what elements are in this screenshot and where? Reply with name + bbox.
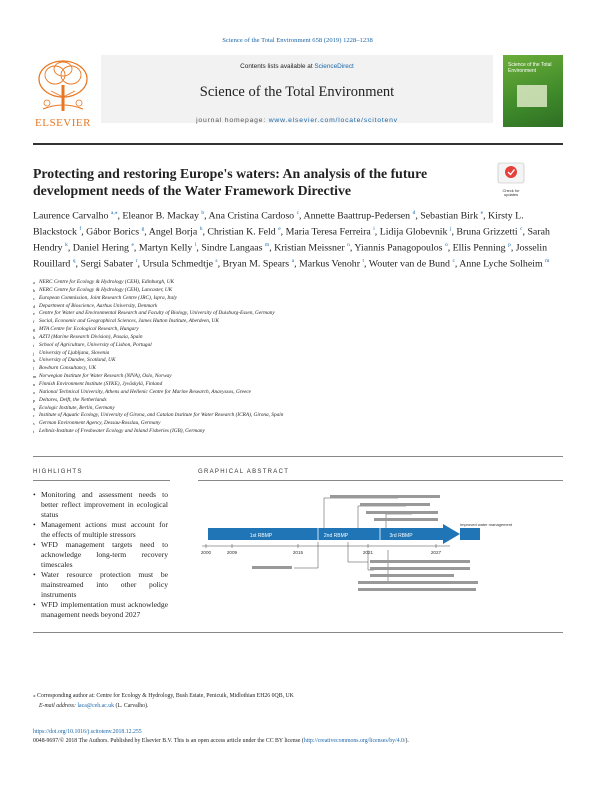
author-name[interactable]: Sarah Hendry xyxy=(33,226,550,254)
author-name[interactable]: Lidija Globevnik xyxy=(379,226,448,238)
affiliation-text: Department of Bioscience, Aarhus University, Denmark xyxy=(39,302,158,309)
publisher-name: ELSEVIER xyxy=(35,117,91,129)
affiliation-mark: e xyxy=(33,311,35,317)
affiliation-mark: i xyxy=(33,342,35,348)
highlights-list xyxy=(33,490,168,620)
affiliation-text: Social, Economic and Geographical Sciences, James Hutton Institute, Aberdeen, UK xyxy=(39,318,219,325)
affiliation-mark: o xyxy=(33,389,36,395)
author-name[interactable]: Bryan M. Spears xyxy=(222,258,290,270)
corresponding-author-note xyxy=(33,692,563,710)
author-affiliation-mark[interactable]: m xyxy=(264,242,270,249)
author-name[interactable]: Yiannis Panagopoulos xyxy=(354,242,443,254)
contents-line xyxy=(101,63,493,70)
author-affiliation-mark[interactable]: j xyxy=(449,226,452,233)
affiliation-item xyxy=(33,279,563,287)
author-affiliation-mark[interactable]: e xyxy=(480,210,484,216)
affiliation-text: Centre for Water and Environmental Research and Faculty of Biology, University of Duisburg-Essen, Germany xyxy=(39,310,275,317)
author-affiliation-mark[interactable]: e xyxy=(131,242,134,249)
ga-year-label: 2015 xyxy=(292,550,304,555)
author-affiliation-mark[interactable]: b xyxy=(201,210,205,216)
author-affiliation-mark[interactable]: e xyxy=(278,226,281,233)
journal-name: Science of the Total Environment xyxy=(199,84,395,100)
affiliation-text: Leibniz-Institute of Freshwater Ecology and Inland Fisheries (IGB), Germany xyxy=(39,428,205,435)
check-updates-label: Check for updates xyxy=(502,188,520,198)
author-affiliation-mark[interactable]: c xyxy=(520,226,523,233)
affiliation-text: Deltares, Delft, the Netherlands xyxy=(39,396,107,403)
elsevier-logo[interactable] xyxy=(33,57,93,129)
ga-cycle-label: 1st RBMP xyxy=(249,533,273,539)
author-name[interactable]: Wouter van de Bund xyxy=(368,258,450,270)
affiliation-item xyxy=(33,365,563,373)
author-affiliation-mark[interactable]: i xyxy=(373,226,375,233)
affiliation-mark: a xyxy=(33,280,35,285)
affiliation-mark: s xyxy=(33,421,35,427)
author-affiliation-mark[interactable]: s xyxy=(215,258,218,265)
doi-link[interactable]: https://doi.org/10.1016/j.scitotenv.2018.12.255 xyxy=(33,729,142,735)
affiliation-item xyxy=(33,326,563,334)
author-name[interactable]: Kristian Meissner xyxy=(274,242,345,254)
author-name[interactable]: Eleanor B. Mackay xyxy=(122,210,199,222)
affiliation-text: Ecologic Institute, Berlin, Germany xyxy=(39,404,115,411)
header-divider xyxy=(33,143,563,145)
graphical-abstract-figure[interactable] xyxy=(198,488,513,613)
affiliation-list xyxy=(33,279,563,436)
affiliation-text: European Commission, Joint Research Centre (JRC), Ispra, Italy xyxy=(39,294,177,301)
affiliation-item xyxy=(33,318,563,326)
ga-cycle-label: 3rd RBMP xyxy=(389,533,413,539)
author-affiliation-mark[interactable]: r xyxy=(135,258,138,265)
section-divider xyxy=(33,456,563,457)
license-link[interactable]: http://creativecommons.org/licenses/by/4.0/ xyxy=(303,737,406,744)
affiliation-item xyxy=(33,381,563,389)
affiliation-text: Institute of Aquatic Ecology, University of Girona, and Catalan Institute for Water Research (ICRA), Girona, Spain xyxy=(39,412,284,419)
author-name[interactable]: Markus Venohr xyxy=(299,258,360,270)
highlight-item: • WFD implementation must acknowledge management needs beyond 2027 xyxy=(33,600,168,620)
affiliation-mark: n xyxy=(33,381,36,387)
author-name[interactable]: Christian K. Feld xyxy=(207,226,276,238)
author-name[interactable]: Ana Cristina Cardoso xyxy=(208,210,295,222)
affiliation-mark: q xyxy=(33,405,36,411)
affiliation-mark: b xyxy=(33,287,36,293)
author-affiliation-mark[interactable]: n xyxy=(347,242,350,249)
author-name[interactable]: Maria Teresa Ferreira xyxy=(285,226,371,238)
ga-year-label: 2000 xyxy=(200,550,212,555)
ga-arrow-label: Improved water management xyxy=(460,522,513,527)
corresponding-address: Corresponding author at: Centre for Ecology & Hydrology, Bush Estate, Penicuik, Midlothian EH26 0QB, UK xyxy=(36,693,294,699)
author-affiliation-mark[interactable]: a,⁎ xyxy=(110,210,118,216)
highlight-item: • Monitoring and assessment needs to better reflect improvement in ecological status xyxy=(33,490,168,520)
affiliation-mark: l xyxy=(33,366,35,372)
affiliation-mark: h xyxy=(33,334,36,340)
author-affiliation-mark[interactable]: l xyxy=(194,242,197,249)
affiliation-item xyxy=(33,428,563,436)
journal-banner xyxy=(101,55,493,123)
author-name[interactable]: Ursula Schmedtje xyxy=(142,258,213,270)
affiliation-mark: p xyxy=(33,397,36,403)
author-affiliation-mark[interactable]: h xyxy=(199,226,203,233)
check-updates-icon xyxy=(497,162,525,184)
journal-reference[interactable]: Science of the Total Environment 658 (2019) 1228–1238 xyxy=(222,37,373,44)
author-name[interactable]: Ellis Penning xyxy=(452,242,506,254)
ga-year-label: 2021 xyxy=(362,550,374,555)
affiliation-mark: r xyxy=(33,413,35,419)
author-affiliation-mark[interactable]: p xyxy=(508,242,511,249)
ga-cycle-label: 2nd RBMP xyxy=(323,533,349,539)
ga-year-label: 2009 xyxy=(226,550,238,555)
affiliation-item xyxy=(33,357,563,365)
check-for-updates-button[interactable] xyxy=(497,162,525,198)
affiliation-text: Finnish Environment Institute (SYKE), Jyväskylä, Finland xyxy=(39,380,163,387)
license-text: 0048-9697/© 2018 The Authors. Published by Elsevier B.V. This is an open access article under the CC BY license ( xyxy=(33,737,304,744)
affiliation-item xyxy=(33,287,563,295)
footnote-divider xyxy=(33,632,563,633)
affiliation-item xyxy=(33,412,563,420)
affiliation-item xyxy=(33,397,563,405)
author-affiliation-mark[interactable]: k xyxy=(65,242,68,249)
author-name[interactable]: Sindre Langaas xyxy=(201,242,263,254)
affiliation-text: NERC Centre for Ecology & Hydrology (CEH), Edinburgh, UK xyxy=(39,279,175,285)
email-link[interactable]: laca@ceh.ac.uk xyxy=(77,702,114,709)
affiliation-item xyxy=(33,310,563,318)
author-name[interactable]: Sebastian Birk xyxy=(420,210,479,222)
author-list: Laurence Carvalho $^{a,⁎}$, Eleanor B. Mackay $^b$, Ana Cristina Cardoso $^c$, Annette Baattrup-Pedersen $^d$, Sebastian Birk $^e$, Kirsty L. Blackstock $^f$, Gábor Borics $^g$, Angel Borja $^h$, Christian K. Feld $^e$, Maria Teresa Ferreira $^i$, Lidija Globevnik $^j$, Bruna Grizzetti $^c$, Sarah Hendry $^k$, Daniel Hering $^e$, Martyn Kelly $^l$, Sindre Langaas $^m$, Kristian Meissner $^n$, Yiannis Panagopoulos $^o$, Ellis Penning $^p$, Josselin Rouillard $^q$, Sergi Sabater $^r$, Ursula Schmedtje $^s$, Bryan M. Spears $^a$, Markus Venohr $^t$, Wouter van de Bund $^c$, Anne Lyche Solheim $^m$ xyxy=(33,210,550,270)
cover-title: Science of the Total Environment xyxy=(508,62,552,74)
author-name[interactable]: Gábor Borics xyxy=(86,226,140,238)
affiliation-mark: f xyxy=(33,319,35,325)
affiliation-text: National Technical University, Athens and Hellenic Centre for Marine Research, Anavyssos, Greece xyxy=(39,388,252,395)
affiliation-mark: m xyxy=(33,374,37,380)
homepage-prefix: journal homepage: xyxy=(196,117,267,124)
author-name[interactable]: Anne Lyche Solheim xyxy=(459,258,543,270)
author-affiliation-mark[interactable]: o xyxy=(444,242,448,249)
author-name[interactable]: Kirsty L. Blackstock xyxy=(33,210,524,238)
highlights-rule xyxy=(33,480,170,481)
email-suffix: (L. Carvalho). xyxy=(115,702,149,709)
affiliation-text: University of Dundee, Scotland, UK xyxy=(39,357,116,364)
author-name[interactable]: Bruna Grizzetti xyxy=(456,226,518,238)
affiliation-text: University of Ljubljana, Slovenia xyxy=(39,349,110,356)
author-affiliation-mark[interactable]: m xyxy=(545,258,550,265)
author-affiliation-mark[interactable]: d xyxy=(412,210,416,216)
homepage-url[interactable]: www.elsevier.com/locate/scitotenv xyxy=(268,117,398,124)
affiliation-mark: k xyxy=(33,358,36,364)
affiliation-text: NERC Centre for Ecology & Hydrology (CEH), Lancaster, UK xyxy=(39,286,173,293)
journal-cover[interactable] xyxy=(503,55,563,127)
affiliation-item xyxy=(33,420,563,428)
affiliation-text: School of Agriculture, University of Lisbon, Portugal xyxy=(39,341,152,348)
footnote-star: ⁎ xyxy=(33,694,36,699)
highlights-heading: HIGHLIGHTS xyxy=(33,469,83,475)
elsevier-tree-icon xyxy=(33,57,93,115)
author-name[interactable]: Annette Baattrup-Pedersen xyxy=(303,210,411,222)
affiliation-mark: d xyxy=(33,303,36,309)
graphical-abstract-heading: GRAPHICAL ABSTRACT xyxy=(198,469,290,475)
author-affiliation-mark[interactable]: a xyxy=(291,258,295,265)
author-name[interactable]: Daniel Hering xyxy=(72,242,129,254)
article-footer xyxy=(33,728,573,746)
author-name[interactable]: Sergi Sabater xyxy=(80,258,134,270)
author-name[interactable]: Martyn Kelly xyxy=(138,242,193,254)
affiliation-item xyxy=(33,342,563,350)
affiliation-text: Norwegian Institute for Water Research (NIVA), Oslo, Norway xyxy=(39,373,172,380)
cover-image xyxy=(517,85,547,107)
affiliation-mark: c xyxy=(33,295,35,301)
article-title: Protecting and restoring Europe's waters: An analysis of the future development needs of the Water Framework Directive xyxy=(33,166,428,198)
homepage-line xyxy=(101,117,493,124)
affiliation-text: Bowburn Consultancy, UK xyxy=(39,365,96,372)
affiliation-mark: g xyxy=(33,327,36,333)
highlight-item: • Management actions must account for the effects of multiple stressors xyxy=(33,520,168,540)
highlight-item: • WFD management targets need to acknowledge long-term recovery timescales xyxy=(33,540,168,570)
affiliation-mark: t xyxy=(33,429,35,435)
author-affiliation-mark[interactable]: c xyxy=(296,210,300,216)
graphical-abstract-rule xyxy=(198,480,563,481)
affiliation-text: MTA Centre for Ecological Research, Hungary xyxy=(39,326,139,333)
author-name[interactable]: Angel Borja xyxy=(148,226,198,238)
author-affiliation-mark[interactable]: f xyxy=(79,226,82,233)
author-affiliation-mark[interactable]: q xyxy=(72,258,76,265)
affiliation-item xyxy=(33,295,563,303)
ga-future-arrow xyxy=(460,528,480,540)
author-name[interactable]: Laurence Carvalho xyxy=(33,210,109,222)
ga-year-label: 2027 xyxy=(430,550,442,555)
email-label: E-mail address: xyxy=(39,702,76,709)
affiliation-item xyxy=(33,373,563,381)
license-suffix: ). xyxy=(405,737,409,744)
affiliation-item xyxy=(33,334,563,342)
contents-prefix: Contents lists available at xyxy=(240,63,313,70)
affiliation-item xyxy=(33,389,563,397)
author-name[interactable]: Josselin Rouillard xyxy=(33,242,548,270)
affiliation-text: AZTI (Marine Research Division), Pasaia, Spain xyxy=(39,333,143,340)
author-affiliation-mark[interactable]: c xyxy=(452,258,455,265)
author-affiliation-mark[interactable]: t xyxy=(362,258,364,265)
affiliation-text: German Environment Agency, Dessau-Rosslau, Germany xyxy=(39,420,161,427)
sciencedirect-link[interactable]: ScienceDirect xyxy=(314,63,354,70)
highlight-item: • Water resource protection must be mainstreamed into other policy instruments xyxy=(33,570,168,600)
affiliation-mark: j xyxy=(33,350,35,356)
author-affiliation-mark[interactable]: g xyxy=(141,226,145,233)
